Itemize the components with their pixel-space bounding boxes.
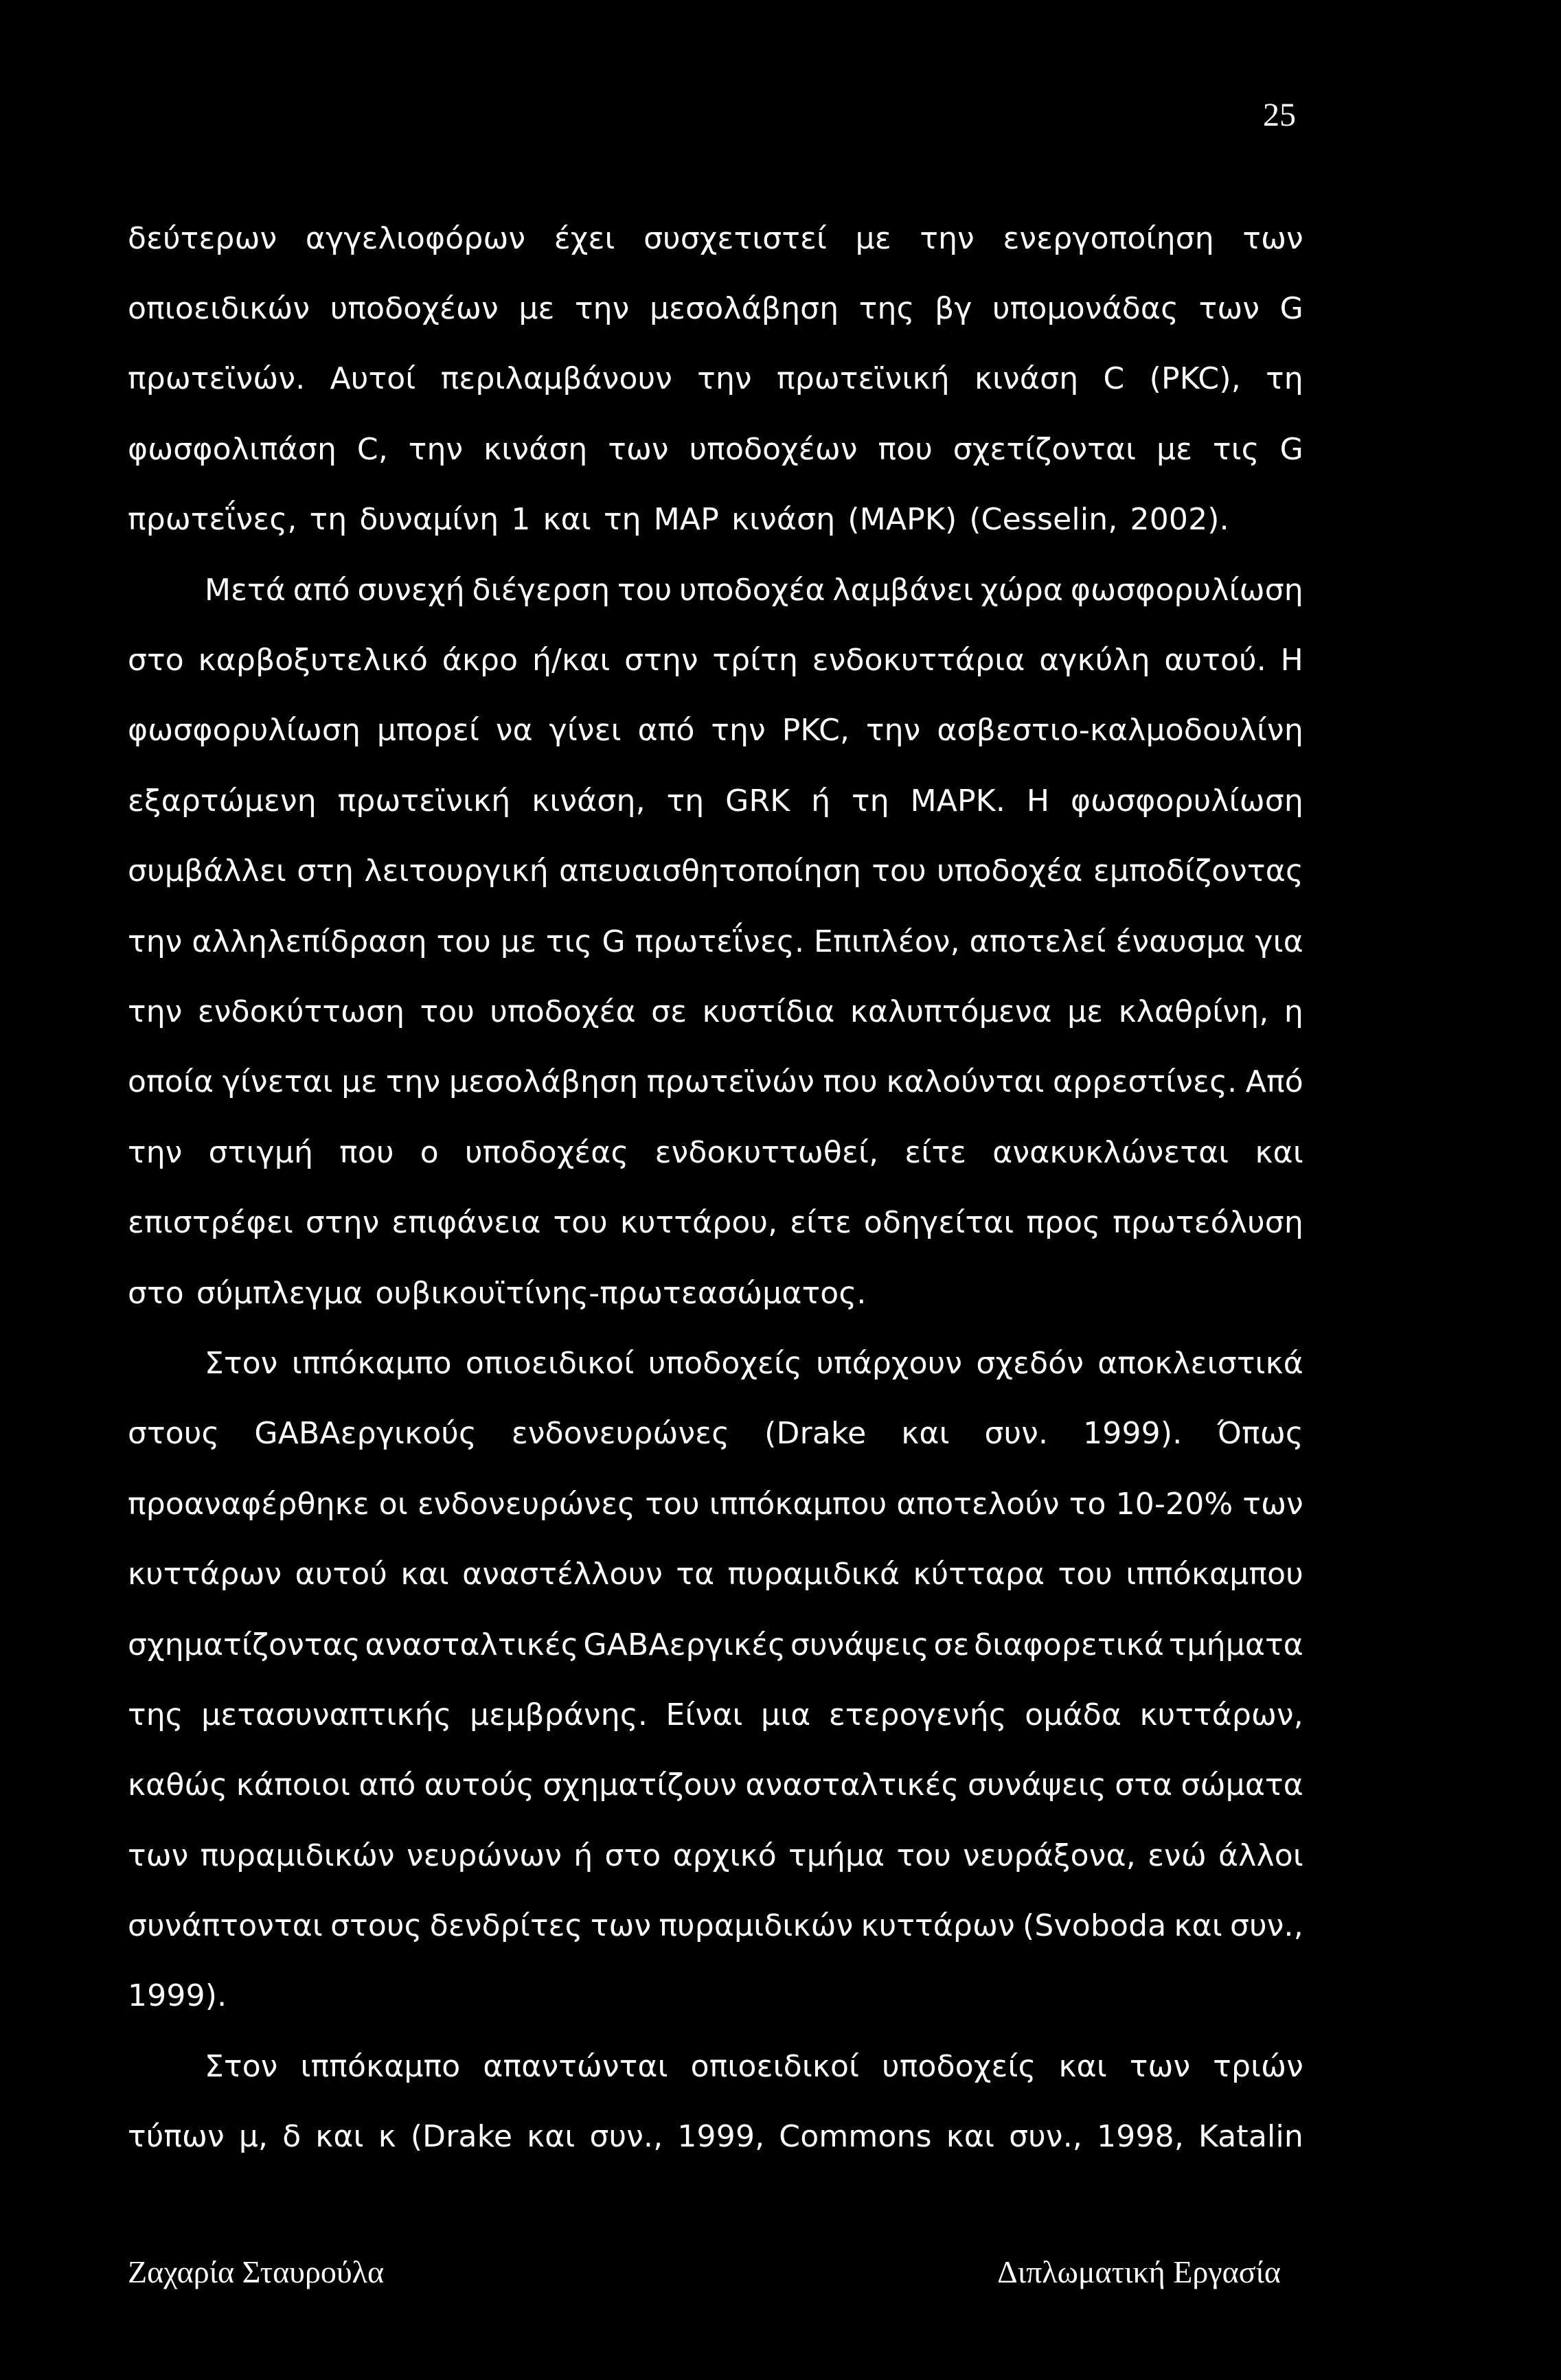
word: ιππόκαμπο <box>291 1345 452 1381</box>
word: του <box>871 854 926 889</box>
word: Επιπλέον, <box>814 924 960 959</box>
word: τη <box>603 502 641 538</box>
word: καρβοξυτελικό <box>198 643 429 678</box>
word: 2002). <box>1130 502 1229 538</box>
word: που <box>823 1064 878 1100</box>
word: τις <box>545 924 593 959</box>
word: με <box>855 220 891 256</box>
word: στη <box>297 854 354 889</box>
word: απευαισθητοποίηση <box>559 854 862 889</box>
word: οποία <box>128 1064 214 1100</box>
word: των <box>608 431 669 467</box>
word: αλληλεπίδραση <box>192 924 427 959</box>
text-line <box>128 203 1303 273</box>
word: απαντώνται <box>483 2048 668 2084</box>
word: με <box>1156 431 1193 467</box>
word: PKC, <box>782 713 850 748</box>
word: 1998, <box>1097 2119 1185 2155</box>
word: καλούνται <box>886 1064 1045 1100</box>
word: ετερογενής <box>828 1697 1007 1732</box>
word: των <box>1242 220 1303 256</box>
word: συν. <box>984 1416 1049 1452</box>
word: υποδοχέων <box>689 431 858 467</box>
word: και <box>946 2119 995 2155</box>
word: αποτελούν <box>896 1486 1060 1522</box>
word: μ, <box>238 2119 269 2155</box>
word: μια <box>761 1697 811 1732</box>
text-line <box>128 414 1303 484</box>
word: Στον <box>205 1345 278 1381</box>
word: μεσολάβηση <box>649 291 839 327</box>
word: των <box>1129 2048 1191 2084</box>
word: κυττάρων, <box>1139 1697 1303 1732</box>
word: αναστέλλουν <box>462 1557 663 1592</box>
word: (PKC), <box>1149 361 1241 397</box>
word: χώρα <box>981 572 1064 608</box>
word: υποδοχείς <box>648 1345 803 1381</box>
word: στιγμή <box>208 1134 314 1170</box>
word: την <box>128 924 183 959</box>
word: συν., <box>589 2119 663 2155</box>
word: ενδονευρώνες <box>417 1486 636 1522</box>
word: εμποδίζοντας <box>1093 854 1303 889</box>
word: πυραμιδικών <box>659 1908 854 1944</box>
word: αποκλειστικά <box>1097 1345 1303 1381</box>
word: αγγελιοφόρων <box>305 220 526 256</box>
text-line <box>128 344 1303 414</box>
word: πρωτεϊνών <box>646 1064 815 1100</box>
word: δεύτερων <box>128 220 277 256</box>
word: του <box>1058 1557 1113 1592</box>
word: άλλοι <box>1218 1838 1303 1873</box>
word: τη <box>309 502 347 538</box>
word: G <box>1279 291 1303 327</box>
word: ιππόκαμπο <box>300 2048 461 2084</box>
word: φωσφορυλίωση <box>1070 783 1303 819</box>
word: με <box>1067 994 1104 1029</box>
word: ιππόκαμπου <box>1126 1557 1303 1592</box>
word: της <box>858 291 915 327</box>
word: την <box>711 713 766 748</box>
word: από <box>358 1767 416 1803</box>
word: διαφορετικά <box>974 1627 1165 1662</box>
word: Από <box>1245 1064 1303 1100</box>
word: GABAεργικούς <box>254 1416 477 1452</box>
word: G <box>602 924 626 959</box>
word: με <box>519 291 555 327</box>
word: (Cesselin, <box>969 502 1118 538</box>
word: να <box>495 713 533 748</box>
word: 1999). <box>1083 1416 1183 1452</box>
word: κυττάρου, <box>619 1205 778 1241</box>
word: οδηγείται <box>863 1205 1014 1241</box>
word: υπομονάδας <box>992 291 1179 327</box>
word: αρρεστίνες. <box>1053 1064 1238 1100</box>
text-line <box>128 906 1303 976</box>
word: τη <box>666 783 705 819</box>
word: το <box>1069 1486 1106 1522</box>
word: αποτελεί <box>969 924 1106 959</box>
word: και <box>527 2119 576 2155</box>
word: τύπων <box>128 2119 225 2155</box>
word: κινάση <box>974 361 1079 397</box>
word: συνάψεις <box>967 1767 1107 1803</box>
word: πρωτεόλυση <box>1113 1205 1303 1241</box>
word: οι <box>378 1486 408 1522</box>
word: ή <box>573 1838 593 1873</box>
word: (Drake <box>764 1416 867 1452</box>
word: του <box>896 1838 951 1873</box>
word: διέγερση <box>472 572 611 608</box>
word: συν., <box>1229 1908 1303 1944</box>
word: λειτουργική <box>364 854 549 889</box>
page-number: 25 <box>1263 97 1296 133</box>
word: υποδοχέα <box>937 854 1083 889</box>
word: (MAPK) <box>847 502 957 538</box>
word: στους <box>330 1908 422 1944</box>
word: την <box>408 431 464 467</box>
word: Στον <box>205 2048 278 2084</box>
word: υποδοχέα <box>490 994 636 1029</box>
word: και <box>1174 1908 1222 1944</box>
word: πρωτεΐνες. <box>635 924 805 959</box>
word: της <box>128 1697 183 1732</box>
word: ουβικουϊτίνης-πρωτεασώματος. <box>375 1275 867 1311</box>
word: από <box>637 713 695 748</box>
word: G <box>1279 431 1303 467</box>
text-line <box>128 2031 1303 2101</box>
word: ενεργοποίηση <box>1003 220 1214 256</box>
word: συμβάλλει <box>128 854 286 889</box>
word: κ <box>378 2119 396 2155</box>
word: MAP <box>653 502 719 538</box>
word: η <box>1284 994 1303 1029</box>
word: του <box>645 1486 700 1522</box>
text-line <box>128 625 1303 695</box>
word: του <box>436 924 492 959</box>
word: και <box>315 2119 364 2155</box>
text-line <box>128 1539 1303 1609</box>
word: στην <box>624 643 698 678</box>
word: τα <box>676 1557 715 1592</box>
word: καθώς <box>128 1767 228 1803</box>
text-line <box>128 696 1303 766</box>
word: έχει <box>554 220 615 256</box>
text-line <box>128 2102 1303 2172</box>
body-text <box>128 203 1303 2172</box>
word: τμήμα <box>788 1838 885 1873</box>
word: γίνεται <box>222 1064 333 1100</box>
word: περιλαμβάνουν <box>440 361 673 397</box>
word: υποδοχείς <box>882 2048 1036 2084</box>
word: τμήματα <box>1168 1627 1303 1662</box>
word: και <box>400 1557 449 1592</box>
word: μπορεί <box>376 713 480 748</box>
word: κλαθρίνη, <box>1118 994 1269 1029</box>
word: και <box>1058 2048 1107 2084</box>
word: ενδοκύττωση <box>197 994 405 1029</box>
word: τη <box>1266 361 1303 397</box>
word: C, <box>356 431 388 467</box>
word: τη <box>852 783 889 819</box>
word: GABAεργικές <box>583 1627 786 1662</box>
word: πρωτεϊνών. <box>128 361 306 397</box>
word: και <box>1255 1134 1303 1170</box>
word: ή/και <box>532 643 611 678</box>
text-line <box>128 1961 1303 2031</box>
word: C <box>1103 361 1125 397</box>
word: καλυπτόμενα <box>850 994 1052 1029</box>
word: φωσφολιπάση <box>128 431 337 467</box>
word: συνάψεις <box>790 1627 929 1662</box>
text-line <box>128 766 1303 836</box>
word: από <box>293 572 350 608</box>
word: κυττάρων <box>861 1908 1015 1944</box>
text-line <box>128 976 1303 1046</box>
word: στους <box>128 1416 220 1452</box>
word: τις <box>1213 431 1260 467</box>
word: βγ <box>935 291 972 327</box>
word: μεσολάβηση <box>448 1064 639 1100</box>
word: σχηματίζοντας <box>128 1627 361 1662</box>
word: ασβεστιο-καλμοδουλίνη <box>937 713 1303 748</box>
text-line <box>128 1117 1303 1187</box>
word: την <box>128 994 183 1029</box>
word: κινάση <box>731 502 836 538</box>
word: κυστίδια <box>702 994 835 1029</box>
text-line <box>128 1399 1303 1469</box>
word: για <box>1255 924 1303 959</box>
word: 1 <box>511 502 531 538</box>
word: Όπως <box>1217 1416 1303 1452</box>
word: είτε <box>904 1134 967 1170</box>
text-line <box>128 1469 1303 1539</box>
word: συν., <box>1009 2119 1083 2155</box>
word: 1999, <box>677 2119 765 2155</box>
word: επιφάνεια <box>391 1205 541 1241</box>
word: είτε <box>790 1205 852 1241</box>
word: δ <box>282 2119 301 2155</box>
word: Commons <box>779 2119 932 2155</box>
word: στα <box>1115 1767 1173 1803</box>
text-line <box>128 1750 1303 1820</box>
word: με <box>341 1064 378 1100</box>
word: υποδοχέα <box>679 572 825 608</box>
word: και <box>543 502 591 538</box>
word: λαμβάνει <box>832 572 974 608</box>
word: σώματα <box>1181 1767 1303 1803</box>
word: ή <box>811 783 831 819</box>
word: συνάπτονται <box>128 1908 323 1944</box>
word: αγκύλη <box>1039 643 1150 678</box>
text-line <box>128 1328 1303 1398</box>
word: την <box>920 220 975 256</box>
word: των <box>128 1838 189 1873</box>
word: έναυσμα <box>1115 924 1246 959</box>
word: ανασταλτικές <box>365 1627 579 1662</box>
word: ενώ <box>1148 1838 1207 1873</box>
word: (Drake <box>410 2119 513 2155</box>
word: σχηματίζουν <box>543 1767 738 1803</box>
word: και <box>901 1416 950 1452</box>
word: την <box>697 361 752 397</box>
word: ενδονευρώνες <box>511 1416 730 1452</box>
word: γίνει <box>549 713 622 748</box>
word: μετασυναπτικής <box>201 1697 452 1732</box>
word: του <box>617 572 672 608</box>
word: του <box>420 994 475 1029</box>
word: αυτού <box>295 1557 388 1592</box>
word: σύμπλεγμα <box>196 1275 363 1311</box>
footer-author: Ζαχαρία Σταυρούλα <box>128 2254 385 2289</box>
word: 1999). <box>128 1978 227 2014</box>
word: σε <box>651 994 687 1029</box>
word: κινάση <box>483 431 588 467</box>
word: MAPK. <box>910 783 1006 819</box>
word: 10-20% <box>1115 1486 1233 1522</box>
text-line <box>128 485 1303 555</box>
word: σχετίζονται <box>953 431 1137 467</box>
word: οπιοειδικοί <box>465 1345 635 1381</box>
word: φωσφορυλίωση <box>1070 572 1303 608</box>
text-line <box>128 836 1303 906</box>
text-line <box>128 555 1303 625</box>
word: ιππόκαμπου <box>709 1486 887 1522</box>
word: στο <box>128 643 184 678</box>
word: σχεδόν <box>976 1345 1084 1381</box>
word: νευρώνων <box>406 1838 562 1873</box>
word: μεμβράνης. <box>470 1697 648 1732</box>
word: Η <box>1280 643 1303 678</box>
text-line <box>128 273 1303 343</box>
word: επιστρέφει <box>128 1205 293 1241</box>
text-line <box>128 1258 1303 1328</box>
word: την <box>574 291 630 327</box>
text-line <box>128 1890 1303 1960</box>
word: πρωτεΐνες, <box>128 502 297 538</box>
word: προς <box>1026 1205 1101 1241</box>
text-line <box>128 1610 1303 1680</box>
word: κύτταρα <box>913 1557 1045 1592</box>
word: που <box>878 431 933 467</box>
word: (Svoboda <box>1022 1908 1167 1944</box>
word: GRK <box>725 783 790 819</box>
word: συνεχή <box>357 572 465 608</box>
word: που <box>339 1134 394 1170</box>
word: πυραμιδικά <box>727 1557 900 1592</box>
word: την <box>865 713 921 748</box>
word: πυραμιδικών <box>200 1838 395 1873</box>
word: κινάση, <box>532 783 646 819</box>
word: τριών <box>1213 2048 1303 2084</box>
word: ανακυκλώνεται <box>992 1134 1229 1170</box>
word: συσχετιστεί <box>643 220 828 256</box>
text-line <box>128 1187 1303 1257</box>
word: εξαρτώμενη <box>128 783 317 819</box>
word: πρωτεϊνική <box>777 361 950 397</box>
word: οπιοειδικών <box>128 291 310 327</box>
text-line <box>128 1680 1303 1750</box>
word: δυναμίνη <box>359 502 499 538</box>
word: νευράξονα, <box>963 1838 1136 1873</box>
word: οπιοειδικοί <box>690 2048 860 2084</box>
word: τρίτη <box>712 643 799 678</box>
word: ο <box>420 1134 439 1170</box>
word: στο <box>128 1275 184 1311</box>
word: ενδοκυττάρια <box>812 643 1025 678</box>
word: υποδοχέας <box>465 1134 629 1170</box>
word: με <box>500 924 537 959</box>
word: φωσφορυλίωση <box>128 713 361 748</box>
word: Μετά <box>205 572 286 608</box>
footer-document-type: Διπλωματική Εργασία <box>997 2254 1281 2289</box>
word: Είναι <box>665 1697 743 1732</box>
word: ενδοκυττωθεί, <box>654 1134 879 1170</box>
word: αυτού. <box>1164 643 1266 678</box>
word: αυτούς <box>424 1767 535 1803</box>
word: των <box>1198 291 1260 327</box>
word: Αυτοί <box>330 361 416 397</box>
word: υποδοχέων <box>330 291 499 327</box>
word: την <box>128 1134 183 1170</box>
word: κυττάρων <box>128 1557 282 1592</box>
text-line <box>128 1047 1303 1117</box>
word: προαναφέρθηκε <box>128 1486 369 1522</box>
word: Η <box>1026 783 1050 819</box>
word: ανασταλτικές <box>745 1767 959 1803</box>
word: άκρο <box>442 643 519 678</box>
word: σε <box>933 1627 970 1662</box>
word: των <box>1242 1486 1303 1522</box>
word: στην <box>305 1205 380 1241</box>
word: υπάρχουν <box>816 1345 963 1381</box>
word: στο <box>604 1838 661 1873</box>
word: δενδρίτες <box>429 1908 583 1944</box>
word: Katalin <box>1198 2119 1303 2155</box>
word: των <box>590 1908 652 1944</box>
word: αρχικό <box>672 1838 777 1873</box>
word: ομάδα <box>1025 1697 1122 1732</box>
word: του <box>553 1205 608 1241</box>
word: την <box>385 1064 441 1100</box>
word: πρωτεϊνική <box>337 783 511 819</box>
word: κάποιοι <box>236 1767 351 1803</box>
text-line <box>128 1820 1303 1890</box>
